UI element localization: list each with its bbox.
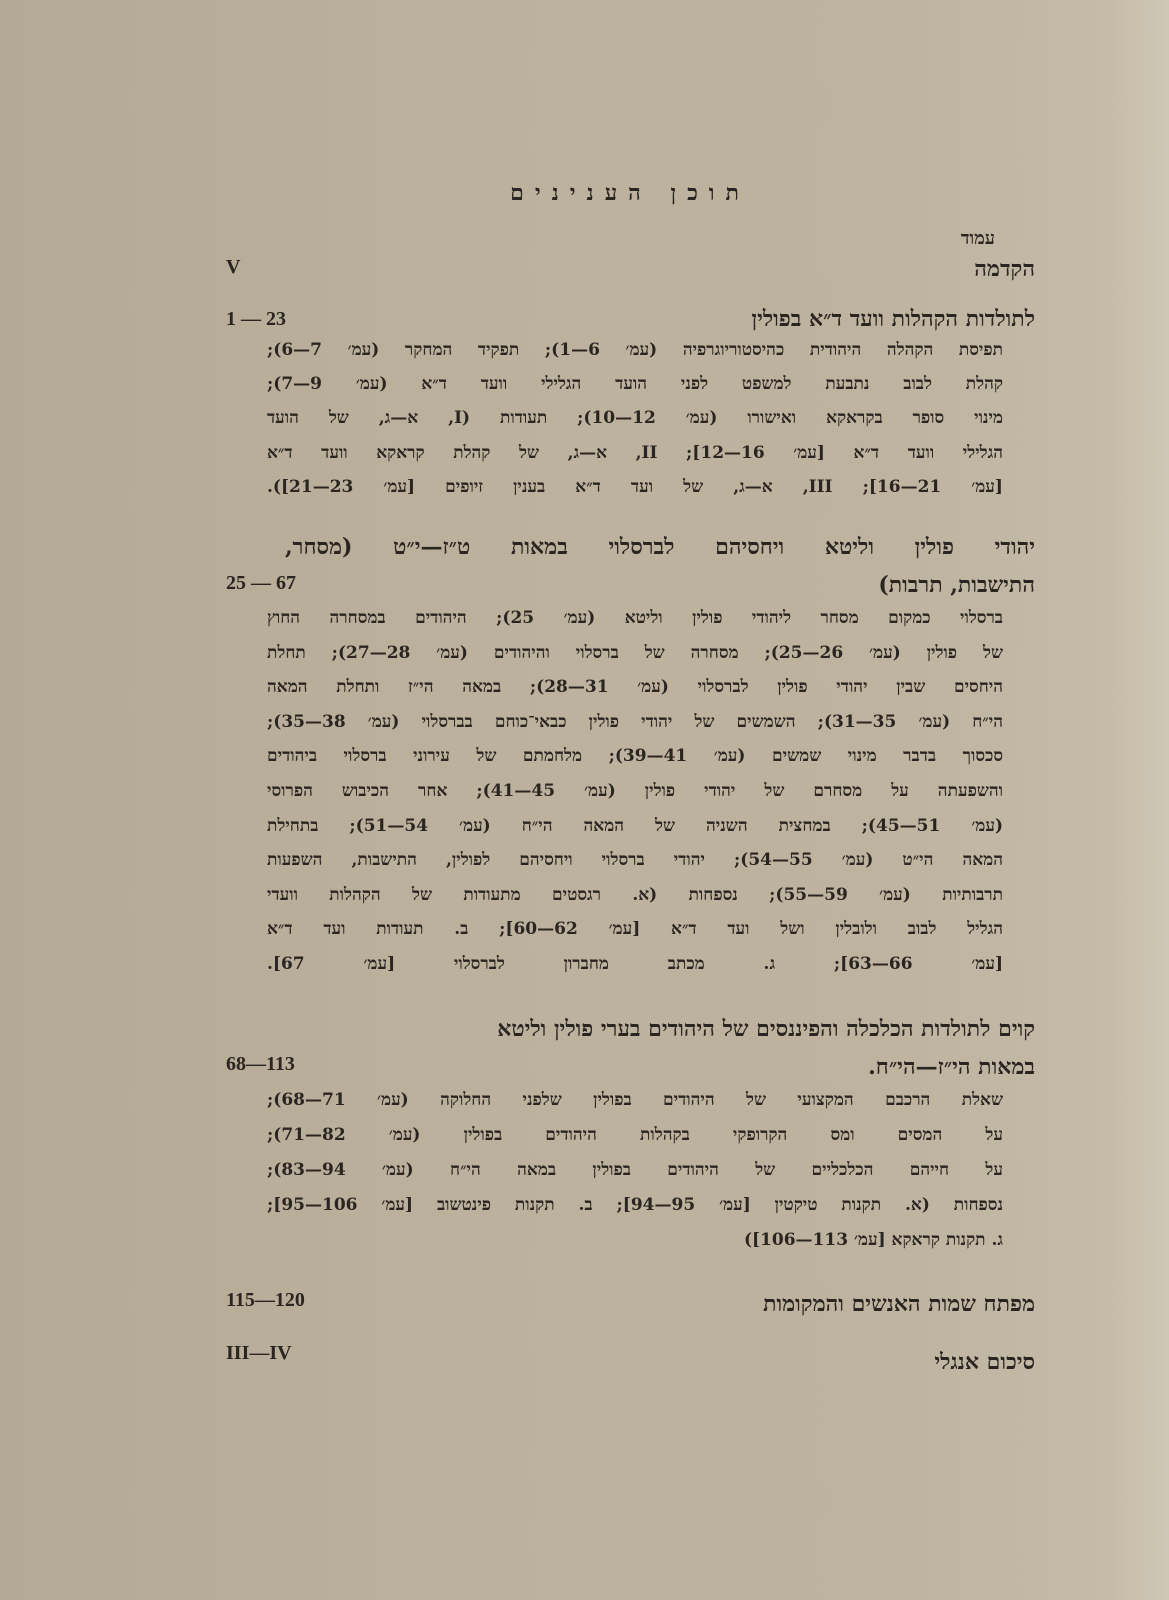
section-summary-line: קהלת לבוב נתבעת למשפט לפני הועד הגלילי וועד ד״א (עמ׳ 9—7); [267, 374, 1003, 395]
section-summary-line: נספחות (א. תקנות טיקטין [עמ׳ 95—94]; ב. תקנות פינטשוב [עמ׳ 106—95]; [267, 1195, 1003, 1215]
section-heading: מפתח שמות האנשים והמקומות [763, 1291, 1035, 1317]
section-heading: לתולדות הקהלות וועד ד״א בפולין [751, 306, 1035, 332]
section-heading: במאות הי״ז—הי״ח. [868, 1054, 1035, 1080]
page-range: 115—120 [226, 1289, 305, 1311]
section-heading: הקדמה [974, 256, 1035, 282]
page-range: III—IV [226, 1342, 292, 1364]
section-summary-line: [עמ׳ 21—16]; III, א—ג, של ועד ד״א בענין זיופים [עמ׳ 23—21]). [267, 476, 1003, 497]
section-summary-line: מינוי סופר בקראקא ואישורו (עמ׳ 12—10); תעודות (I, א—ג, של הועד [267, 408, 1003, 429]
section-summary-line: שאלת הרכבם המקצועי של היהודים בפולין שלפני החלוקה (עמ׳ 71—68); [267, 1090, 1003, 1110]
section-summary-line: תרבותיות (עמ׳ 59—55); נספחות (א. רגסטים מתעודות של הקהלות וועדי [267, 884, 1003, 905]
section-heading: התישבות, תרבות) [878, 572, 1035, 598]
page-range: 1 — 23 [226, 308, 286, 330]
section-summary-line: על המסים ומס הקרופקי בקהלות היהודים בפולין (עמ׳ 82—71); [267, 1125, 1003, 1145]
section-summary-line: היחסים שבין יהודי פולין לברסלוי (עמ׳ 31—28); במאה הי״ז ותחלת המאה [267, 677, 1003, 698]
section-summary-line: המאה הי״ט (עמ׳ 55—54); יהודי ברסלוי ויחסיהם לפולין, התישבות, השפעות [267, 850, 1004, 871]
page-range: V [226, 256, 241, 278]
page-range: 68—113 [226, 1053, 295, 1075]
section-heading: סיכום אנגלי [934, 1349, 1035, 1375]
section-summary-line: סכסוך בדבר מינוי שמשים (עמ׳ 41—39); מלחמתם של עירוני ברסלוי ביהודים [267, 746, 1003, 767]
section-summary-line: של פולין (עמ׳ 26—25); מסחרה של ברסלוי והיהודים (עמ׳ 28—27); תחלת [267, 642, 1003, 663]
page-column-label: עמוד [960, 228, 995, 249]
section-summary-line: (עמ׳ 51—45); במחצית השניה של המאה הי״ח (עמ׳ 54—51); בתחילת [267, 815, 1003, 836]
section-summary-line: ג. תקנות קראקא [עמ׳ 113—106]) [743, 1230, 1003, 1250]
section-summary-line: הגלילי וועד ד״א [עמ׳ 16—12]; II, א—ג, של קהלת קראקא וועד ד״א [267, 442, 1003, 463]
section-summary-line: ברסלוי כמקום מסחר ליהודי פולין וליטא (עמ׳ 25); היהודים במסחרה החוץ [267, 608, 1004, 628]
section-heading: קוים לתולדות הכלכלה והפיננסים של היהודים בערי פולין וליטא [497, 1016, 1035, 1042]
section-summary-line: הי״ח (עמ׳ 35—31); השמשים של יהודי פולין כבאי־כוחם בברסלוי (עמ׳ 38—35); [267, 711, 1003, 732]
section-summary-line: על חייהם הכלכליים של היהודים בפולין במאה הי״ח (עמ׳ 94—83); [267, 1160, 1003, 1180]
page-title: תוכן הענינים [510, 180, 750, 206]
section-summary-line: תפיסת הקהלה היהודית כהיסטוריוגרפיה (עמ׳ 6—1); תפקיד המחקר (עמ׳ 7—6); [267, 340, 1003, 360]
section-summary-line: הגליל לבוב ולובלין ושל ועד ד״א [עמ׳ 62—60]; ב. תעודות ועד ד״א [267, 919, 1003, 940]
page-range: 25 — 67 [226, 572, 296, 594]
section-summary-line: [עמ׳ 66—63]; ג. מכתב מחברון לברסלוי [עמ׳ 67]. [267, 954, 1003, 974]
section-summary-line: והשפעתה על מסחרם של יהודי פולין (עמ׳ 45—41); אחר הכיבוש הפרוסי [267, 781, 1003, 801]
section-heading: יהודי פולין וליטא ויחסיהם לברסלוי במאות ט״ז—י״ט (מסחר, [285, 534, 1035, 560]
